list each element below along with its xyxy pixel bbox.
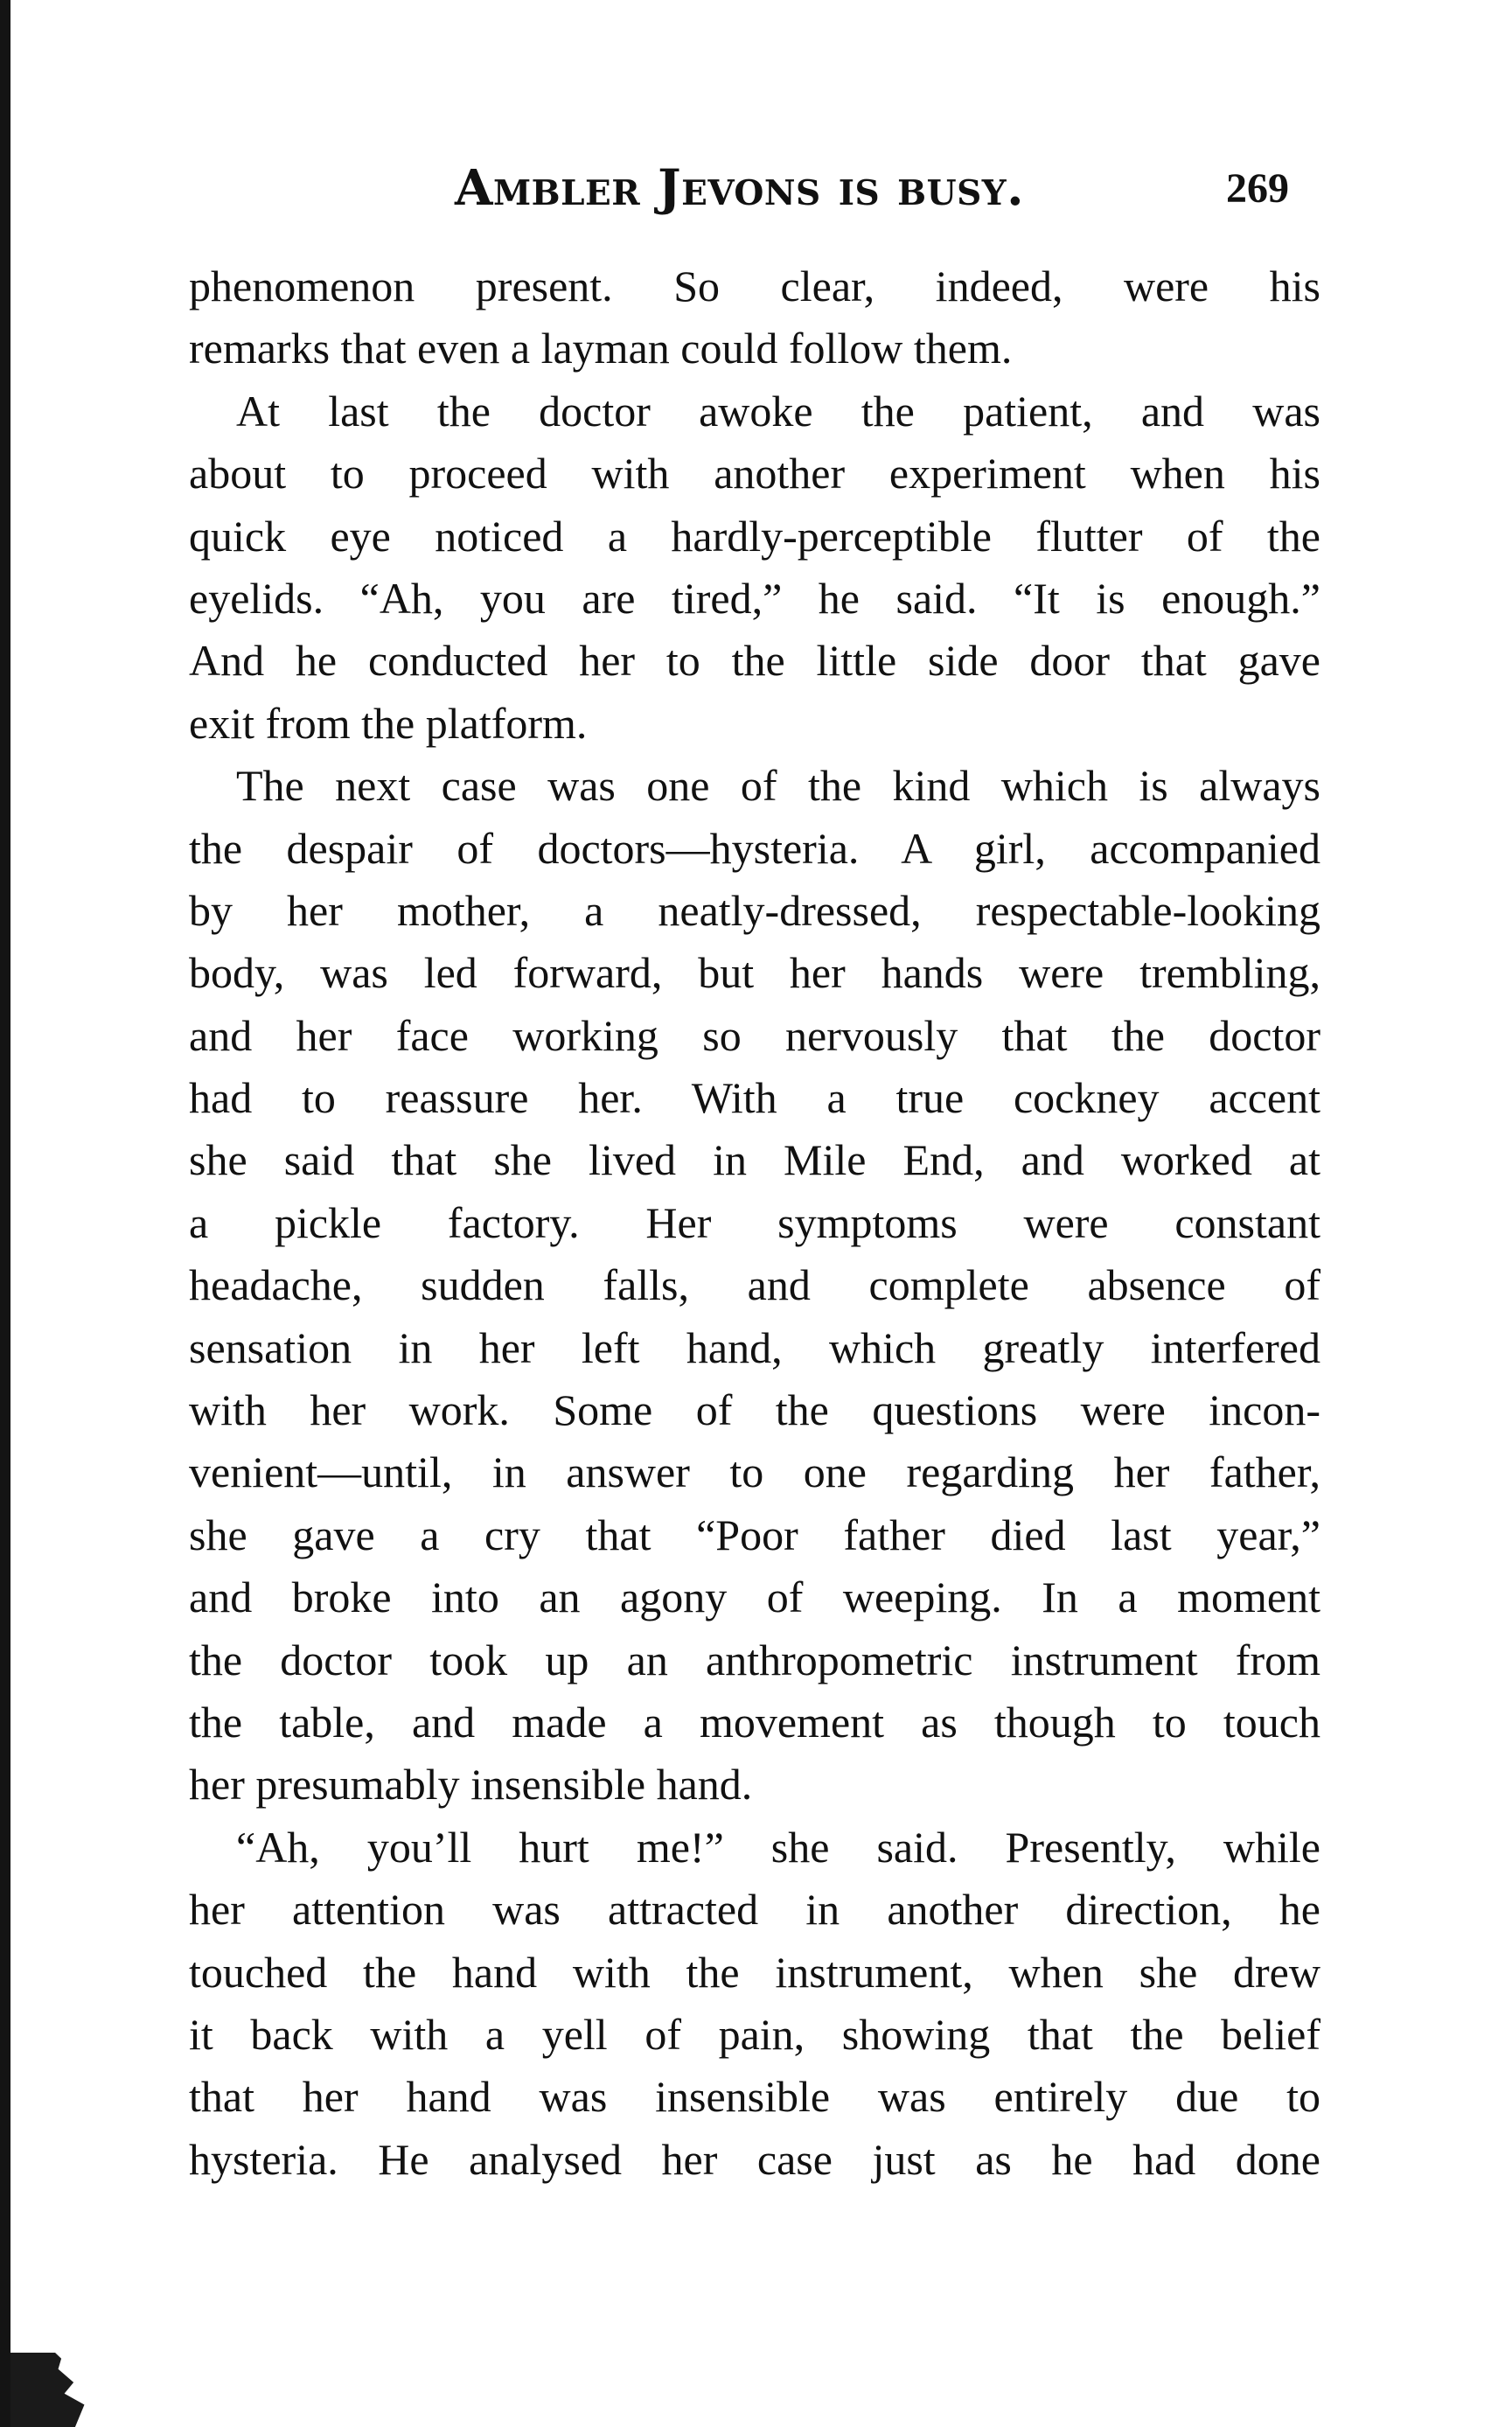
text-line: it back with a yell of pain, showing that the belief [189,2009,1320,2059]
text-line: had to reassure her. With a true cockney accent [189,1073,1320,1123]
text-line: headache, sudden falls, and complete absence of [189,1260,1320,1310]
scan-artifact [10,2353,87,2427]
text-line: sensation in her left hand, which greatly interfered [189,1322,1320,1372]
page-number: 269 [1226,165,1289,212]
text-line: The next case was one of the kind which is always [236,761,1320,811]
page-edge-shadow [0,0,10,2427]
text-line: hysteria. He analysed her case just as he had done [189,2134,1320,2184]
text-line: venient—until, in answer to one regarding her father, [189,1447,1320,1497]
text-line: the despair of doctors—hysteria. A girl, accompanied [189,823,1320,873]
text-line: At last the doctor awoke the patient, and was [236,386,1320,436]
body-text [189,255,1320,2191]
text-line: remarks that even a layman could follow them. [189,324,1013,373]
text-line: by her mother, a neatly-dressed, respectable-looking [189,885,1320,935]
text-line: she said that she lived in Mile End, and worked at [189,1135,1320,1185]
text-line: touched the hand with the instrument, when she drew [189,1947,1320,1997]
text-line: body, was led forward, but her hands were trembling, [189,948,1320,998]
text-line: exit from the platform. [189,698,588,748]
text-line: phenomenon present. So clear, indeed, were his [189,262,1320,310]
text-line: her presumably insensible hand. [189,1760,753,1810]
running-head: Ambler Jevons is busy. [455,159,1025,217]
paragraph [189,1817,1320,2191]
paragraph [189,380,1320,755]
text-line: her attention was attracted in another direction, he [189,1885,1320,1935]
text-line: the doctor took up an anthropometric instrument from [189,1635,1320,1684]
text-line: a pickle factory. Her symptoms were constant [189,1197,1320,1247]
text-line: about to proceed with another experiment when his [189,449,1320,499]
paragraph [189,255,1320,380]
text-line: with her work. Some of the questions were incon- [189,1385,1320,1435]
text-line: And he conducted her to the little side door that gave [189,636,1320,686]
text-line: she gave a cry that “Poor father died last year,” [189,1510,1320,1559]
text-line: quick eye noticed a hardly-perceptible flutter of the [189,511,1320,561]
text-line: and her face working so nervously that the doctor [189,1010,1320,1060]
text-line: “Ah, you’ll hurt me!” she said. Presently, while [236,1822,1320,1872]
text-line: eyelids. “Ah, you are tired,” he said. “It is enough.” [189,573,1320,623]
text-line: and broke into an agony of weeping. In a moment [189,1573,1320,1622]
paragraph [189,755,1320,1817]
text-line: that her hand was insensible was entirely due to [189,2072,1320,2122]
text-line: the table, and made a movement as though to touch [189,1697,1320,1747]
